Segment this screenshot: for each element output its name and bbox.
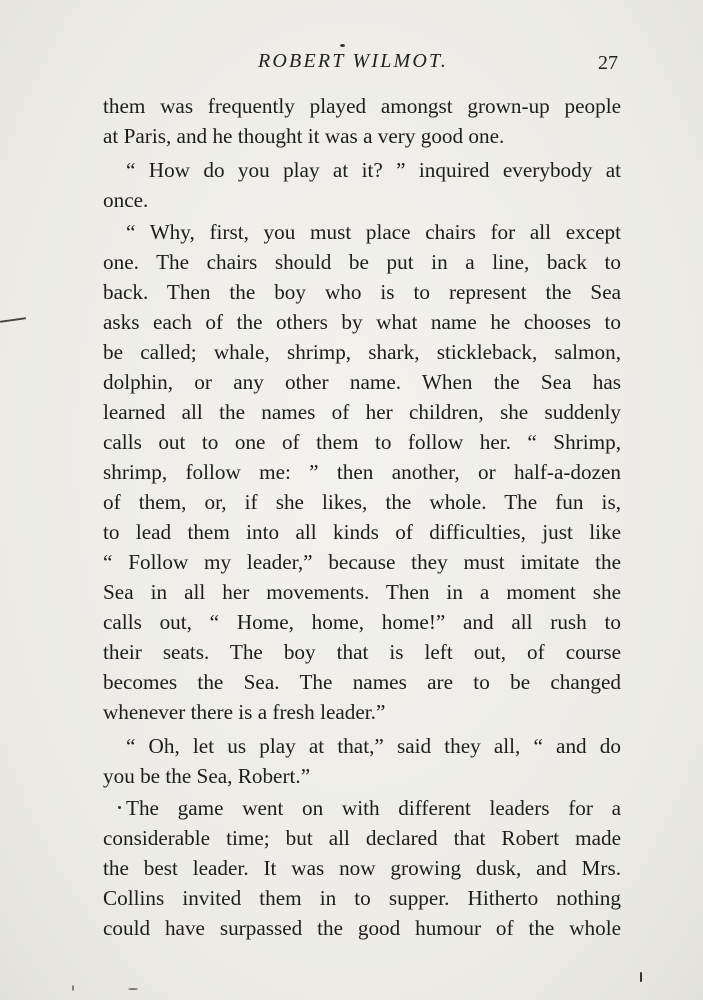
text-line: shrimp, follow me: ” then another, or half-a-dozen: [103, 460, 621, 484]
text-line: one. The chairs should be put in a line, back to: [103, 250, 621, 274]
text-line: to lead them into all kinds of difficulties, just like: [103, 520, 621, 544]
text-line: Sea in all her movements. Then in a moment she: [103, 580, 621, 604]
text-line: The game went on with different leaders for a: [126, 796, 621, 820]
text-line: whenever there is a fresh leader.”: [103, 700, 386, 724]
page-number: 27: [598, 52, 618, 74]
text-line: back. Then the boy who is to represent the Sea: [103, 280, 621, 304]
ink-speck: [128, 988, 138, 990]
text-line: “ Follow my leader,” because they must imitate the: [103, 550, 621, 574]
text-line: be called; whale, shrimp, shark, stickleback, salmon,: [103, 340, 621, 364]
text-line: could have surpassed the good humour of the whole: [103, 916, 621, 940]
text-line: “ Why, first, you must place chairs for all except: [126, 220, 621, 244]
text-line: “ Oh, let us play at that,” said they all, “ and do: [126, 734, 621, 758]
text-line: at Paris, and he thought it was a very good one.: [103, 124, 505, 148]
text-line: their seats. The boy that is left out, of course: [103, 640, 621, 664]
running-head-title: ROBERT WILMOT.: [258, 50, 449, 72]
text-line: Collins invited them in to supper. Hitherto nothing: [103, 886, 621, 910]
text-line: dolphin, or any other name. When the Sea has: [103, 370, 621, 394]
ink-speck: [118, 806, 121, 809]
text-line: once.: [103, 188, 149, 212]
text-line: considerable time; but all declared that Robert made: [103, 826, 621, 850]
text-line: the best leader. It was now growing dusk, and Mrs.: [103, 856, 621, 880]
text-line: becomes the Sea. The names are to be changed: [103, 670, 621, 694]
ink-speck: [640, 972, 642, 982]
text-line: asks each of the others by what name he chooses to: [103, 310, 621, 334]
text-line: you be the Sea, Robert.”: [103, 764, 311, 788]
ink-speck: [340, 44, 345, 47]
text-line: them was frequently played amongst grown-up people: [103, 94, 621, 118]
text-line: of them, or, if she likes, the whole. The fun is,: [103, 490, 621, 514]
text-line: “ How do you play at it? ” inquired everybody at: [126, 158, 621, 182]
text-line: learned all the names of her children, she suddenly: [103, 400, 621, 424]
ink-speck: [72, 985, 74, 991]
text-line: calls out to one of them to follow her. “ Shrimp,: [103, 430, 621, 454]
text-line: calls out, “ Home, home, home!” and all rush to: [103, 610, 621, 634]
